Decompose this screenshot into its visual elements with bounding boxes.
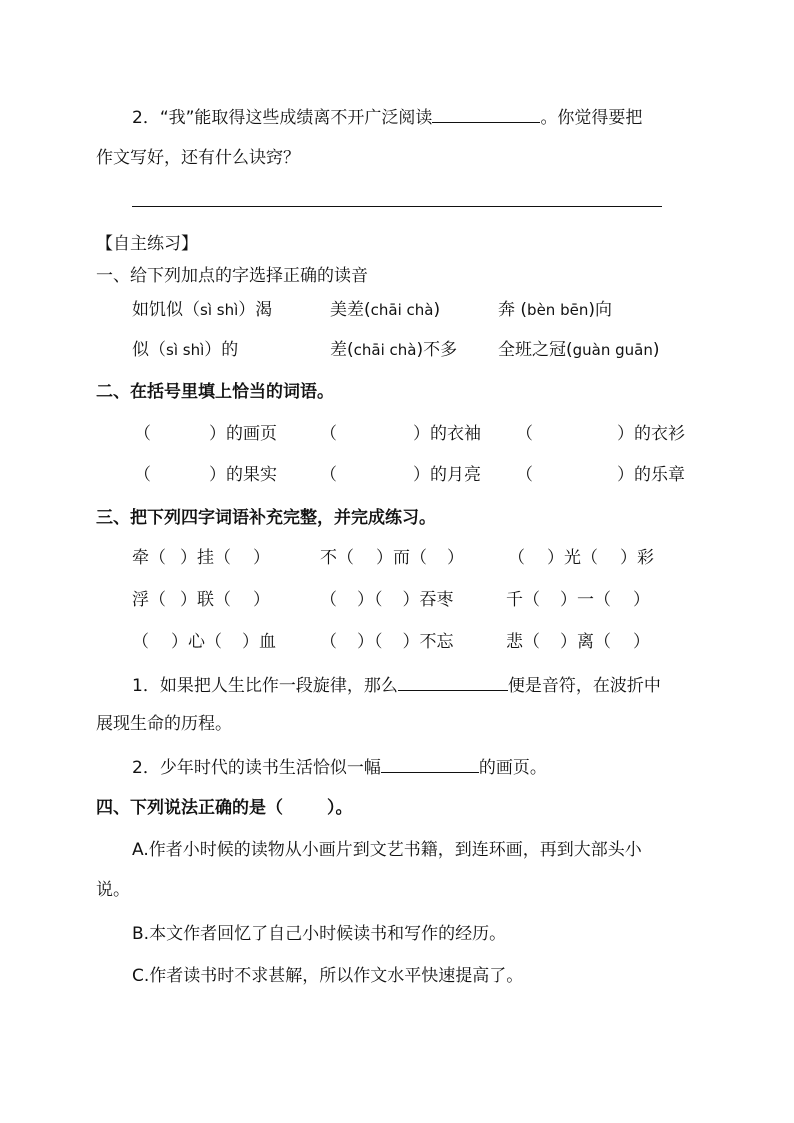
sec3-q1-line1 (132, 672, 661, 698)
section1-title: 一、给下列加点的字选择正确的读音 (96, 266, 368, 286)
q2-line1 (132, 104, 642, 130)
word-text: )向 (588, 300, 612, 320)
section-heading-self-practice: 【自主练习】 (96, 234, 198, 254)
idiom-7[interactable] (132, 630, 276, 654)
word-text: ）的 (204, 340, 239, 360)
answer-blank[interactable] (398, 672, 508, 691)
word-text: 全班之冠( (498, 340, 573, 360)
idiom-6[interactable] (506, 588, 650, 612)
idiom-text: ）光（ (547, 548, 598, 568)
section4-title (96, 796, 353, 820)
word-text: 美差( (330, 300, 371, 320)
fill-item-6 (516, 463, 685, 487)
option-a-line2: 说。 (96, 880, 130, 900)
idiom-text: 浮（ (132, 590, 166, 610)
phrase-text: ）的果实 (209, 465, 277, 485)
fill-item-2 (320, 422, 481, 446)
option-c[interactable]: C.作者读书时不求甚解，所以作文水平快速提高了。 (132, 966, 524, 986)
pinyin-item-6 (498, 338, 660, 362)
question-text: 的画页。 (478, 758, 547, 778)
bracket-open: （ (134, 465, 151, 485)
phrase-text: ）的画页 (209, 424, 277, 444)
idiom-1[interactable] (132, 546, 270, 570)
q2-text-b: 。你觉得要把 (540, 108, 643, 128)
pinyin-item-4 (132, 338, 238, 362)
idiom-text: （ (508, 548, 525, 568)
idiom-text: ）。 (327, 798, 353, 818)
pinyin-item-2 (330, 298, 440, 322)
q2-line2: 作文写好，还有什么诀窍？ (96, 148, 300, 168)
idiom-text: （ (132, 632, 149, 652)
bracket-open: （ (320, 424, 337, 444)
phrase-text: ）的月亮 (413, 465, 481, 485)
idiom-text: ）彩 (620, 548, 654, 568)
option-b[interactable]: B.本文作者回忆了自己小时候读书和写作的经历。 (132, 924, 507, 944)
idiom-text: ）不忘 (402, 632, 454, 652)
section3-title: 三、把下列四字词语补充完整，并完成练习。 (96, 508, 436, 528)
word-text: 奔 ( (498, 300, 528, 320)
idiom-text: ）联（ (180, 590, 231, 610)
word-text: 差( (330, 340, 354, 360)
fill-item-4 (134, 463, 277, 487)
idiom-text: ） (253, 548, 270, 568)
idiom-text: ） (633, 632, 650, 652)
idiom-text: ）吞枣 (402, 590, 454, 610)
idiom-text: ） (633, 590, 650, 610)
word-text: 似（ (132, 340, 166, 360)
word-text: ) (433, 300, 441, 320)
idiom-text: 千（ (506, 590, 540, 610)
phrase-text: ）的衣袖 (413, 424, 481, 444)
bracket-open: （ (516, 465, 533, 485)
fill-item-3 (516, 422, 685, 446)
bracket-open: （ (516, 424, 533, 444)
sec3-q2 (132, 754, 547, 780)
idiom-text: ）挂（ (180, 548, 231, 568)
idiom-text: ）一（ (560, 590, 611, 610)
idiom-3[interactable] (508, 546, 654, 570)
fill-item-5 (320, 463, 481, 487)
answer-blank[interactable] (432, 104, 540, 123)
idiom-8[interactable] (320, 630, 454, 654)
idiom-text: ） (447, 548, 464, 568)
answer-blank[interactable] (381, 754, 479, 773)
pinyin-options[interactable]: sì shì (166, 341, 205, 359)
idiom-text: ）（ (357, 632, 383, 652)
idiom-text: 牵（ (132, 548, 166, 568)
pinyin-options[interactable]: sì shì (200, 301, 239, 319)
idiom-text: 悲（ (506, 632, 540, 652)
idiom-text: （ (320, 590, 337, 610)
pinyin-item-1 (132, 298, 272, 322)
idiom-text: 四、下列说法正确的是（ (96, 798, 283, 818)
fill-item-1 (134, 422, 277, 446)
word-text: 如饥似（ (132, 300, 200, 320)
answer-line[interactable] (132, 206, 662, 207)
idiom-text: ）而（ (376, 548, 427, 568)
idiom-2[interactable] (320, 546, 464, 570)
pinyin-options[interactable]: guàn guān (572, 341, 653, 359)
question-text: 2．少年时代的读书生活恰似一幅 (132, 758, 381, 778)
sec3-q1-line2: 展现生命的历程。 (96, 714, 232, 734)
word-text: ）渴 (238, 300, 273, 320)
word-text: ) (652, 340, 660, 360)
idiom-text: ）（ (357, 590, 383, 610)
question-text: 1．如果把人生比作一段旋律，那么 (132, 676, 398, 696)
idiom-text: ）离（ (560, 632, 611, 652)
idiom-text: ）血 (242, 632, 276, 652)
idiom-4[interactable] (132, 588, 270, 612)
idiom-text: （ (320, 632, 337, 652)
pinyin-options[interactable]: bèn bēn (527, 301, 589, 319)
bracket-open: （ (320, 465, 337, 485)
pinyin-options[interactable]: chāi chà (353, 341, 417, 359)
pinyin-options[interactable]: chāi chà (370, 301, 434, 319)
phrase-text: ）的衣衫 (617, 424, 685, 444)
idiom-text: 不（ (320, 548, 354, 568)
word-text: )不多 (416, 340, 458, 360)
idiom-text: ） (253, 590, 270, 610)
phrase-text: ）的乐章 (617, 465, 685, 485)
pinyin-item-5 (330, 338, 457, 362)
option-a-line1[interactable]: A.作者小时候的读物从小画片到文艺书籍，到连环画，再到大部头小 (132, 840, 642, 860)
section2-title: 二、在括号里填上恰当的词语。 (96, 382, 334, 402)
q2-text-a: 2．“我”能取得这些成绩离不开广泛阅读 (132, 108, 433, 128)
idiom-9[interactable] (506, 630, 650, 654)
idiom-text: ）心（ (171, 632, 222, 652)
idiom-5[interactable] (320, 588, 454, 612)
pinyin-item-3 (498, 298, 612, 322)
question-text: 便是音符，在波折中 (507, 676, 661, 696)
bracket-open: （ (134, 424, 151, 444)
